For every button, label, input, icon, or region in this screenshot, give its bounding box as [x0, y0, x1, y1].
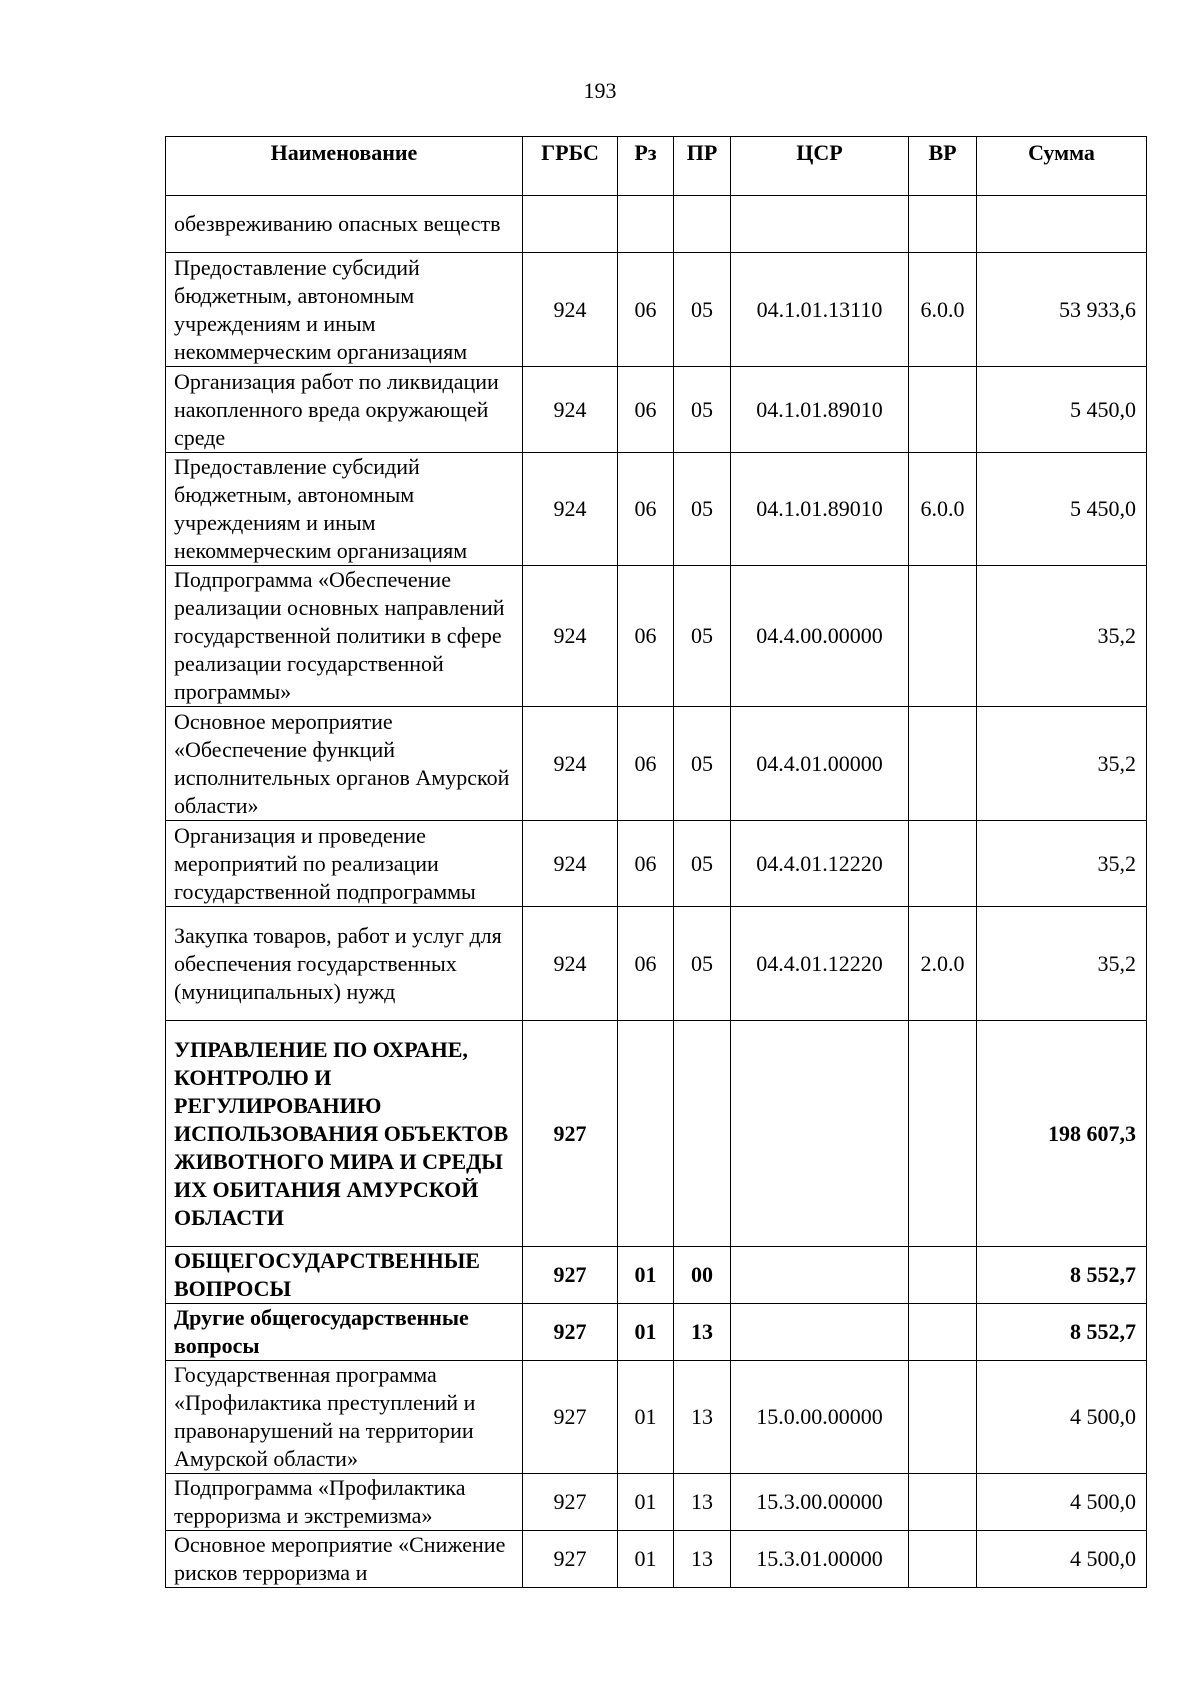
cell-name: Государственная программа «Профилактика преступлений и правонарушений на территории Амурской области» — [166, 1361, 523, 1474]
cell-pr: 05 — [674, 907, 731, 1021]
cell-vr — [909, 1304, 977, 1361]
header-grbs: ГРБС — [523, 137, 618, 196]
cell-rz: 01 — [618, 1474, 674, 1531]
table-row — [166, 253, 1147, 367]
cell-sum: 35,2 — [977, 707, 1147, 821]
cell-sum: 35,2 — [977, 907, 1147, 1021]
cell-grbs: 924 — [523, 253, 618, 367]
cell-grbs: 924 — [523, 707, 618, 821]
table-row — [166, 453, 1147, 566]
cell-grbs: 927 — [523, 1304, 618, 1361]
cell-name: ОБЩЕГОСУДАРСТВЕННЫЕ ВОПРОСЫ — [166, 1247, 523, 1304]
cell-csr: 15.3.01.00000 — [731, 1531, 909, 1588]
header-sum: Сумма — [977, 137, 1147, 196]
cell-sum: 53 933,6 — [977, 253, 1147, 367]
cell-pr: 13 — [674, 1531, 731, 1588]
cell-sum — [977, 196, 1147, 253]
cell-vr — [909, 1361, 977, 1474]
cell-sum: 198 607,3 — [977, 1021, 1147, 1247]
cell-sum: 4 500,0 — [977, 1474, 1147, 1531]
cell-grbs: 927 — [523, 1021, 618, 1247]
cell-pr — [674, 1021, 731, 1247]
table-row — [166, 907, 1147, 1021]
cell-csr: 04.1.01.13110 — [731, 253, 909, 367]
cell-pr: 05 — [674, 821, 731, 907]
cell-sum: 8 552,7 — [977, 1247, 1147, 1304]
table-row — [166, 1247, 1147, 1304]
cell-csr: 04.4.01.12220 — [731, 821, 909, 907]
cell-pr: 00 — [674, 1247, 731, 1304]
cell-name: УПРАВЛЕНИЕ ПО ОХРАНЕ, КОНТРОЛЮ И РЕГУЛИРОВАНИЮ ИСПОЛЬЗОВАНИЯ ОБЪЕКТОВ ЖИВОТНОГО МИРА И СРЕДЫ ИХ ОБИТАНИЯ АМУРСКОЙ ОБЛАСТИ — [166, 1021, 523, 1247]
cell-name: Подпрограмма «Обеспечение реализации основных направлений государственной политики в сфере реализации государственной программы» — [166, 566, 523, 707]
cell-grbs: 924 — [523, 367, 618, 453]
table-row — [166, 1474, 1147, 1531]
cell-csr: 04.1.01.89010 — [731, 453, 909, 566]
cell-rz — [618, 196, 674, 253]
table-row — [166, 1361, 1147, 1474]
cell-rz: 01 — [618, 1531, 674, 1588]
cell-name: Предоставление субсидий бюджетным, автономным учреждениям и иным некоммерческим организациям — [166, 253, 523, 367]
cell-csr — [731, 1247, 909, 1304]
cell-grbs: 927 — [523, 1361, 618, 1474]
cell-vr: 6.0.0 — [909, 253, 977, 367]
cell-grbs: 927 — [523, 1474, 618, 1531]
cell-vr — [909, 196, 977, 253]
cell-rz: 06 — [618, 453, 674, 566]
cell-name: Основное мероприятие «Снижение рисков терроризма и — [166, 1531, 523, 1588]
header-vr: ВР — [909, 137, 977, 196]
cell-grbs — [523, 196, 618, 253]
table-row — [166, 1531, 1147, 1588]
cell-rz — [618, 1021, 674, 1247]
cell-csr: 04.1.01.89010 — [731, 367, 909, 453]
cell-sum: 4 500,0 — [977, 1361, 1147, 1474]
page-number: 193 — [583, 78, 617, 103]
cell-pr: 05 — [674, 453, 731, 566]
cell-pr: 05 — [674, 707, 731, 821]
table-header-row — [166, 137, 1147, 196]
header-pr: ПР — [674, 137, 731, 196]
cell-rz: 06 — [618, 367, 674, 453]
table-row — [166, 367, 1147, 453]
cell-name: Организация работ по ликвидации накопленного вреда окружающей среде — [166, 367, 523, 453]
cell-csr: 04.4.01.12220 — [731, 907, 909, 1021]
cell-rz: 01 — [618, 1361, 674, 1474]
cell-sum: 4 500,0 — [977, 1531, 1147, 1588]
cell-vr: 6.0.0 — [909, 453, 977, 566]
cell-grbs: 924 — [523, 907, 618, 1021]
cell-pr: 13 — [674, 1304, 731, 1361]
cell-csr — [731, 1304, 909, 1361]
cell-name: Закупка товаров, работ и услуг для обеспечения государственных (муниципальных) нужд — [166, 907, 523, 1021]
cell-sum: 35,2 — [977, 821, 1147, 907]
table-row — [166, 196, 1147, 253]
cell-vr — [909, 821, 977, 907]
budget-table — [165, 136, 1147, 1588]
cell-grbs: 927 — [523, 1531, 618, 1588]
cell-vr — [909, 367, 977, 453]
cell-name: обезвреживанию опасных веществ — [166, 196, 523, 253]
table-row — [166, 707, 1147, 821]
header-rz: Рз — [618, 137, 674, 196]
cell-name: Основное мероприятие «Обеспечение функций исполнительных органов Амурской области» — [166, 707, 523, 821]
cell-name: Организация и проведение мероприятий по реализации государственной подпрограммы — [166, 821, 523, 907]
cell-rz: 06 — [618, 566, 674, 707]
cell-sum: 35,2 — [977, 566, 1147, 707]
cell-name: Другие общегосударственные вопросы — [166, 1304, 523, 1361]
cell-rz: 06 — [618, 707, 674, 821]
header-csr: ЦСР — [731, 137, 909, 196]
cell-rz: 01 — [618, 1247, 674, 1304]
cell-rz: 01 — [618, 1304, 674, 1361]
header-name: Наименование — [166, 137, 523, 196]
cell-rz: 06 — [618, 821, 674, 907]
cell-pr — [674, 196, 731, 253]
cell-vr — [909, 566, 977, 707]
cell-vr — [909, 1247, 977, 1304]
cell-vr — [909, 1474, 977, 1531]
cell-grbs: 924 — [523, 821, 618, 907]
table-row — [166, 821, 1147, 907]
cell-grbs: 924 — [523, 453, 618, 566]
cell-csr: 04.4.01.00000 — [731, 707, 909, 821]
cell-rz: 06 — [618, 907, 674, 1021]
cell-sum: 8 552,7 — [977, 1304, 1147, 1361]
cell-csr: 15.3.00.00000 — [731, 1474, 909, 1531]
cell-csr — [731, 196, 909, 253]
cell-name: Подпрограмма «Профилактика терроризма и экстремизма» — [166, 1474, 523, 1531]
cell-name: Предоставление субсидий бюджетным, автономным учреждениям и иным некоммерческим организациям — [166, 453, 523, 566]
cell-pr: 13 — [674, 1474, 731, 1531]
cell-grbs: 927 — [523, 1247, 618, 1304]
cell-sum: 5 450,0 — [977, 367, 1147, 453]
cell-rz: 06 — [618, 253, 674, 367]
cell-sum: 5 450,0 — [977, 453, 1147, 566]
cell-csr — [731, 1021, 909, 1247]
cell-grbs: 924 — [523, 566, 618, 707]
cell-vr: 2.0.0 — [909, 907, 977, 1021]
cell-pr: 05 — [674, 566, 731, 707]
table-row — [166, 1021, 1147, 1247]
cell-pr: 05 — [674, 367, 731, 453]
cell-vr — [909, 1531, 977, 1588]
cell-vr — [909, 707, 977, 821]
table-row — [166, 1304, 1147, 1361]
cell-csr: 15.0.00.00000 — [731, 1361, 909, 1474]
cell-pr: 05 — [674, 253, 731, 367]
cell-pr: 13 — [674, 1361, 731, 1474]
cell-vr — [909, 1021, 977, 1247]
table-row — [166, 566, 1147, 707]
cell-csr: 04.4.00.00000 — [731, 566, 909, 707]
